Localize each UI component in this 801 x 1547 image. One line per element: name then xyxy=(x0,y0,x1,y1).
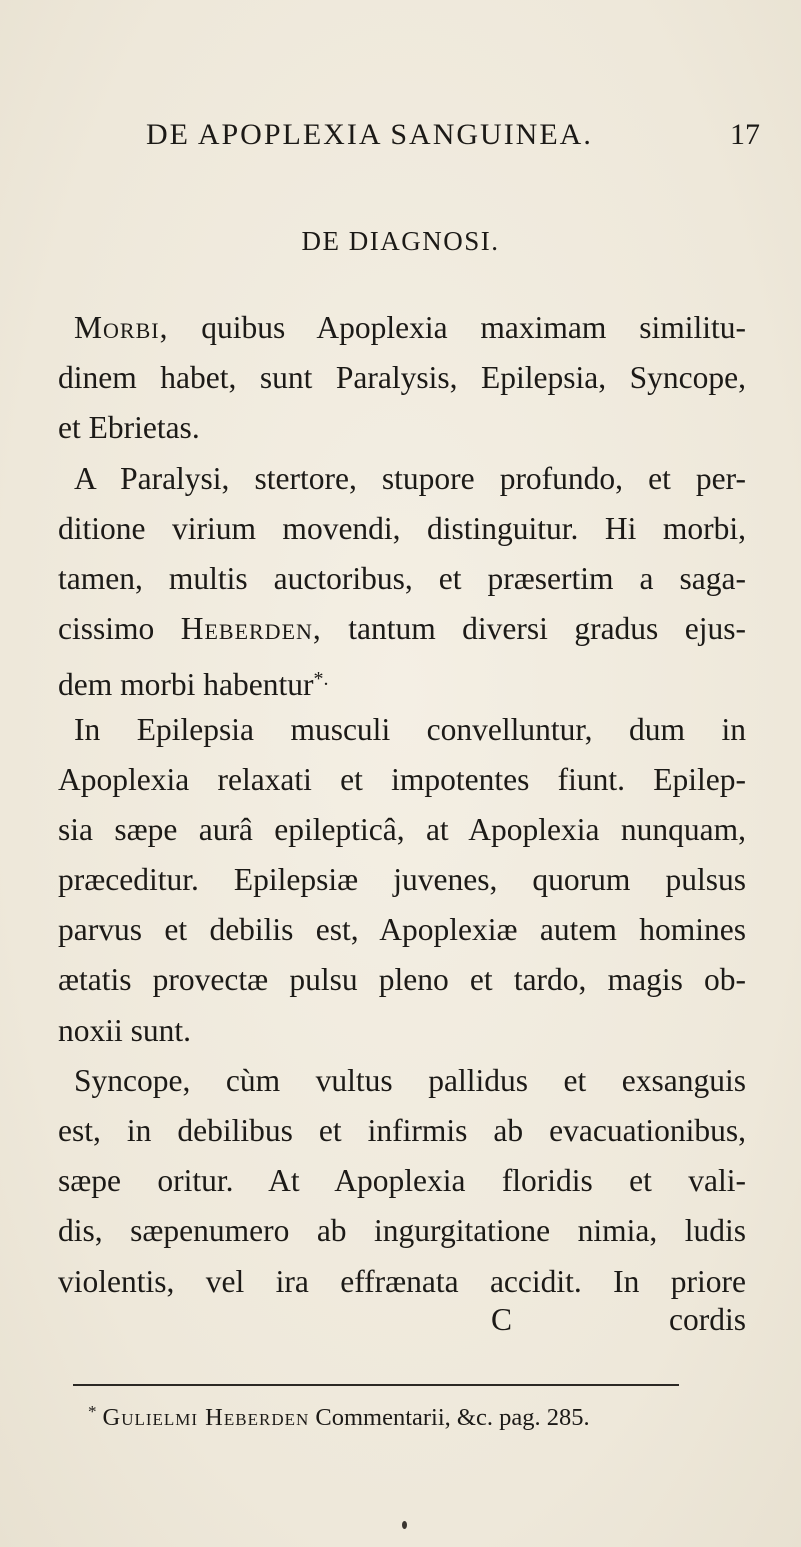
footnote-rule xyxy=(73,1384,679,1386)
text-line xyxy=(58,805,746,855)
text-line-content xyxy=(58,604,746,654)
page-number: 17 xyxy=(730,118,760,151)
text-line xyxy=(58,1206,746,1256)
ink-speck xyxy=(402,1521,407,1529)
text-line-content: sæpe oritur. At Apoplexia floridis et vali- xyxy=(58,1163,746,1199)
text-line-content: parvus et debilis est, Apoplexiæ autem homines xyxy=(58,912,746,948)
text-line xyxy=(58,504,746,554)
text-line xyxy=(58,1257,746,1307)
text-line xyxy=(58,755,746,805)
text-line-content: sia sæpe aurâ epilepticâ, at Apoplexia nunquam, xyxy=(58,811,746,847)
small-caps-word: Morbi, xyxy=(74,310,169,345)
text-line-content: ætatis provectæ pulsu pleno et tardo, magis ob- xyxy=(58,962,746,998)
text-line xyxy=(58,454,746,504)
body-text xyxy=(58,303,746,1307)
text-line-content xyxy=(58,654,328,704)
text-line xyxy=(58,1156,746,1206)
text-line xyxy=(58,705,746,755)
text-line-content: et Ebrietas. xyxy=(58,410,200,446)
text-line xyxy=(58,1056,746,1106)
text-line-content: est, in debilibus et infirmis ab evacuationibus, xyxy=(58,1113,746,1148)
page-header xyxy=(0,118,801,158)
text-line-content: ditione virium movendi, distinguitur. Hi morbi, xyxy=(58,510,746,546)
signature-mark: C xyxy=(491,1302,513,1337)
text-line-content: dis, sæpenumero ab ingurgitatione nimia, ludis xyxy=(58,1213,746,1249)
text-segment: cissimo xyxy=(58,611,181,647)
text-line xyxy=(58,353,746,403)
text-line xyxy=(58,1106,746,1156)
text-line xyxy=(58,604,746,654)
text-line-content xyxy=(74,303,746,353)
footnote-author: Gulielmi Heberden xyxy=(102,1404,310,1431)
catchword: cordis xyxy=(669,1302,746,1337)
text-segment: dem morbi habentur xyxy=(58,667,314,703)
text-line-content: noxii sunt. xyxy=(58,1012,192,1048)
text-line-content: Apoplexia relaxati et impotentes fiunt. Epilep- xyxy=(58,761,746,797)
text-line xyxy=(58,855,746,905)
text-line xyxy=(58,403,746,453)
text-segment: quibus Apoplexia maximam similitu- xyxy=(168,310,746,345)
text-line-content: Syncope, cùm vultus pallidus et exsanguis xyxy=(74,1062,746,1098)
text-line-content: tamen, multis auctoribus, et præsertim a saga- xyxy=(58,560,746,596)
text-line xyxy=(58,303,746,353)
text-line-content: In Epilepsia musculi convelluntur, dum in xyxy=(74,711,746,747)
text-line-content: violentis, vel ira effrænata accidit. In priore xyxy=(58,1263,746,1299)
text-line-content: A Paralysi, stertore, stupore profundo, et per- xyxy=(74,460,746,496)
small-caps-word: Heberden, xyxy=(180,611,322,647)
footnote xyxy=(88,1402,590,1432)
text-line-content: præceditur. Epilepsiæ juvenes, quorum pulsus xyxy=(58,862,746,898)
section-title: DE DIAGNOSI. xyxy=(301,226,500,256)
footnote-reference: *. xyxy=(313,668,329,691)
text-line xyxy=(58,554,746,604)
text-line xyxy=(58,955,746,1005)
footnote-text: Commentarii, &c. pag. 285. xyxy=(309,1404,590,1431)
text-line-content: dinem habet, sunt Paralysis, Epilepsia, Syncope, xyxy=(58,360,746,396)
running-head: DE APOPLEXIA SANGUINEA. xyxy=(146,118,593,151)
text-line xyxy=(58,654,746,704)
footnote-marker: * xyxy=(88,1402,97,1421)
text-line xyxy=(58,1006,746,1056)
text-line xyxy=(58,905,746,955)
catchword-row xyxy=(58,1302,746,1352)
text-segment: tantum diversi gradus ejus- xyxy=(321,611,746,647)
